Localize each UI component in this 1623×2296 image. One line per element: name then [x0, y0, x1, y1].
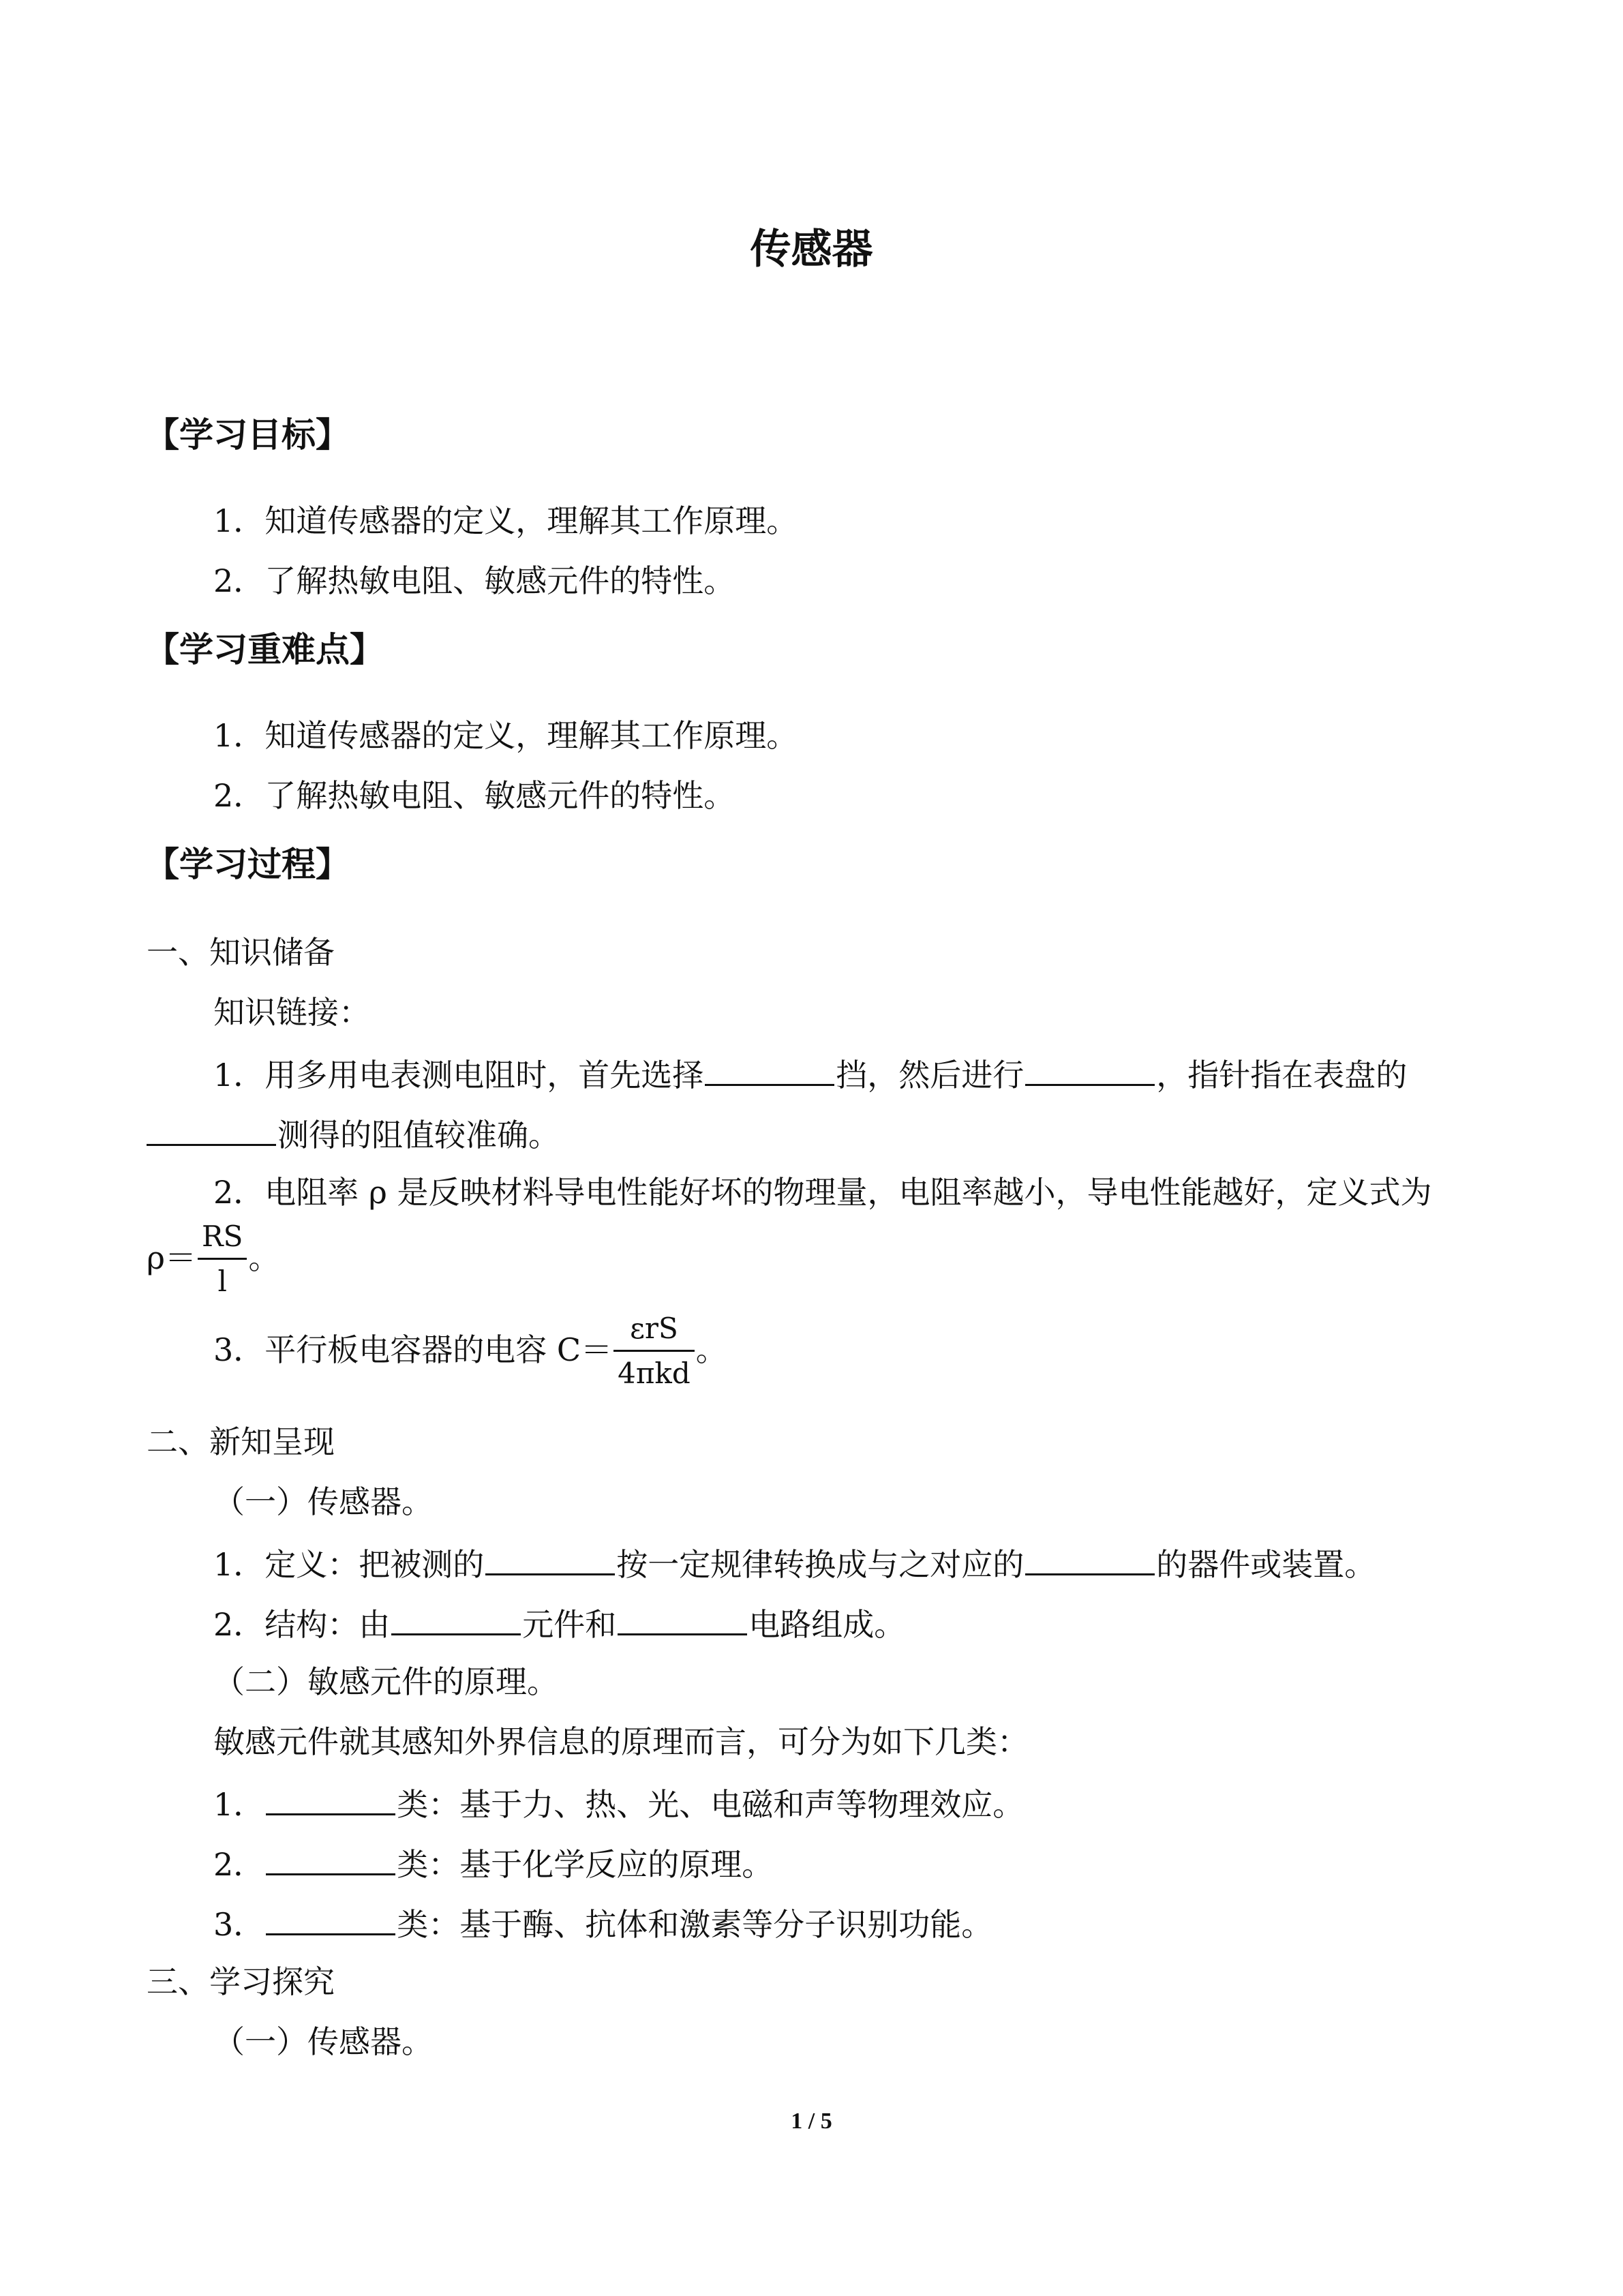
blank-range-select[interactable]	[705, 1057, 834, 1086]
fraction-numerator: εrS	[613, 1311, 695, 1352]
part2-sub2: （二）敏感元件的原理。	[213, 1663, 558, 1700]
page-title: 传感器	[750, 226, 873, 273]
goals-heading: 【学习目标】	[145, 415, 350, 455]
def-text-a: 1．定义：把被测的	[213, 1546, 485, 1583]
type-text: 类：基于力、热、光、电磁和声等物理效应。	[397, 1786, 1025, 1823]
blank-zero-adjust[interactable]	[1025, 1057, 1155, 1086]
type-item-3	[213, 1906, 993, 1943]
q1-text-c: ，指针指在表盘的	[1156, 1057, 1408, 1093]
blank-type-biological[interactable]	[266, 1906, 395, 1935]
goals-item-1: 1．知道传感器的定义，理解其工作原理。	[213, 502, 798, 539]
goals-item-2: 2．了解热敏电阻、敏感元件的特性。	[213, 562, 735, 599]
q1-text-a: 1．用多用电表测电阻时，首先选择	[213, 1057, 704, 1093]
blank-conversion-element[interactable]	[618, 1606, 747, 1635]
part3-heading: 三、学习探究	[147, 1963, 335, 2000]
type-text: 类：基于酶、抗体和激素等分子识别功能。	[397, 1906, 993, 1943]
blank-type-physical[interactable]	[266, 1786, 395, 1815]
struct-text-a: 2．结构：由	[213, 1606, 391, 1643]
part2-heading: 二、新知呈现	[147, 1423, 335, 1460]
resistivity-fraction	[198, 1219, 247, 1299]
part1-heading: 一、知识储备	[147, 934, 335, 971]
def-text-b: 按一定规律转换成与之对应的	[616, 1546, 1025, 1583]
struct-text-c: 电路组成。	[748, 1606, 906, 1643]
fraction-denominator: 4πkd	[618, 1356, 691, 1390]
def-text-c: 的器件或装置。	[1156, 1546, 1376, 1583]
part2-structure	[213, 1606, 906, 1643]
part3-sub1: （一）传感器。	[213, 2023, 433, 2060]
page-number: 1 / 5	[791, 2109, 832, 2134]
q1-text-b: 挡，然后进行	[836, 1057, 1025, 1093]
part1-q3	[213, 1312, 727, 1393]
part2-definition	[213, 1546, 1376, 1583]
capacitance-fraction	[613, 1311, 695, 1391]
fraction-numerator: RS	[198, 1219, 247, 1260]
type-item-2	[213, 1846, 774, 1883]
part1-intro: 知识链接：	[213, 994, 370, 1031]
fraction-denominator: l	[217, 1264, 227, 1298]
q3-text: 3．平行板电容器的电容 C＝	[213, 1331, 613, 1368]
keypoints-heading: 【学习重难点】	[145, 630, 384, 669]
struct-text-b: 元件和	[522, 1606, 617, 1643]
type-text: 类：基于化学反应的原理。	[397, 1846, 774, 1883]
keypoints-item-1: 1．知道传感器的定义，理解其工作原理。	[213, 717, 798, 754]
type-number: 3．	[213, 1906, 265, 1943]
part1-q2-line1: 2．电阻率 ρ 是反映材料导电性能好坏的物理量，电阻率越小，导电性能越好，定义式为	[213, 1174, 1432, 1211]
part2-sub1: （一）传感器。	[213, 1483, 433, 1520]
type-number: 2．	[213, 1846, 265, 1883]
blank-output-signal[interactable]	[1025, 1546, 1155, 1575]
blank-dial-position[interactable]	[147, 1117, 276, 1146]
q2-prefix: ρ＝	[147, 1239, 197, 1276]
part1-q1-line2	[147, 1117, 560, 1151]
type-item-1	[213, 1786, 1025, 1823]
process-heading: 【学习过程】	[145, 845, 350, 884]
q3-suffix: 。	[695, 1331, 727, 1368]
q1-text-d: 测得的阻值较准确。	[277, 1117, 560, 1153]
blank-type-chemical[interactable]	[266, 1846, 395, 1875]
q2-suffix: 。	[248, 1239, 280, 1276]
part2-intro: 敏感元件就其感知外界信息的原理而言，可分为如下几类：	[213, 1723, 1029, 1760]
blank-sensing-element[interactable]	[391, 1606, 521, 1635]
type-number: 1．	[213, 1786, 265, 1823]
part1-q2-formula	[147, 1220, 279, 1301]
part1-q1-line1	[213, 1057, 1407, 1091]
keypoints-item-2: 2．了解热敏电阻、敏感元件的特性。	[213, 777, 735, 814]
blank-measured-quantity[interactable]	[485, 1546, 615, 1575]
